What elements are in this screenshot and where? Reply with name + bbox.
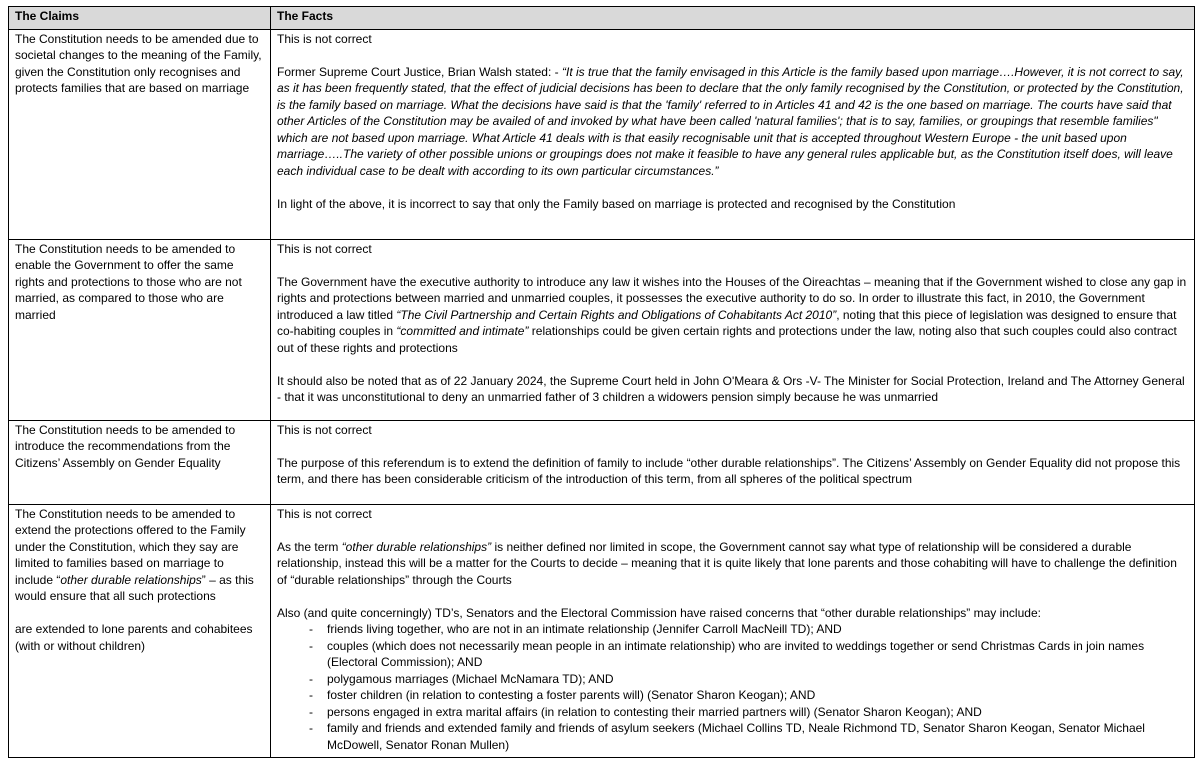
claim-text-part: The Constitution needs to be amended to extend the protections offered to the Family under the Constitution, which they say are limited to families based on marriage to include “ [15, 506, 246, 587]
claim-text [15, 506, 264, 605]
claim-cell [9, 420, 271, 504]
verdict-text: This is not correct [277, 506, 372, 521]
claim-text: The Constitution needs to be amended to introduce the recommendations from the Citizens’ Assembly on Gender Equality [15, 422, 236, 470]
header-claims: The Claims [9, 7, 271, 30]
list-item: - foster children (in relation to contesting a foster parents will) (Senator Sharon Keogan); AND [309, 687, 1188, 704]
fact-text: As the term [277, 539, 342, 554]
verdict-text: This is not correct [277, 31, 372, 46]
conclusion-text: In light of the above, it is incorrect to say that only the Family based on marriage is protected and recognised by the Constitution [277, 196, 956, 211]
quote-intro: Former Supreme Court Justice, Brian Walsh stated: - [277, 64, 562, 79]
verdict-text: This is not correct [277, 241, 372, 256]
quote-text: “It is true that the family envisaged in this Article is the family based upon marriage….However, it is not correct to say, as it has been frequently stated, that the effect of judicial decisions has been to declare that the only family recognised by the Constitution, or protected by the Constitution, is the family based on marriage. What the decisions have said is that the 'family' referred to in Articles 41 and 42 is the one based on marriage. The courts have said that other Articles of the Constitution may be availed of and invoked by what have been called 'natural families'; that is to say, families, or groupings that resemble families" which are not based upon marriage. What Article 41 deals with is that easily recognisable unit that is accepted throughout Western Europe - the unit based upon marriage…..The variety of other possible unions or groupings does not make it feasible to have any general rules applicable but, as the Constitution itself does, will leave each individual case to be dealt with according to its own particular circumstances.” [277, 64, 1184, 178]
fact-cell [271, 29, 1195, 239]
fact-paragraph: It should also be noted that as of 22 January 2024, the Supreme Court held in John O'Meara & Ors -V- The Minister for Social Protection, Ireland and The Attorney General - that it was unconstitutional to deny an unmarried father of 3 children a widowers pension simply because he was unmarried [277, 373, 1185, 404]
quoted-term: “committed and intimate” [396, 324, 529, 338]
list-item: - polygamous marriages (Michael McNamara TD); AND [309, 671, 1188, 688]
fact-text: The Government have the executive authority to introduce any law it wishes into the Houses of the Oireachtas – meaning that if the Government wished to close any gap in rights and protections between married and unmarried couples, it possesses the executive authority to do so. In order to illustrate this fact, in 2010, the Government introduced a law titled [277, 274, 1187, 322]
table-header-row [9, 7, 1195, 30]
act-title: “The Civil Partnership and Certain Rights and Obligations of Cohabitants Act 2010” [396, 307, 837, 322]
table-row [9, 420, 1195, 504]
claim-text-continued: are extended to lone parents and cohabitees (with or without children) [15, 622, 253, 653]
header-facts: The Facts [271, 7, 1195, 30]
fact-cell [271, 239, 1195, 420]
table-row [9, 504, 1195, 758]
claim-cell [9, 29, 271, 239]
list-item: - friends living together, who are not in an intimate relationship (Jennifer Carroll MacNeill TD); AND [309, 621, 1188, 638]
fact-cell [271, 504, 1195, 758]
claims-facts-table [8, 6, 1195, 758]
claim-text: The Constitution needs to be amended due to societal changes to the meaning of the Family, given the Constitution only recognises and protects families that are based on marriage [15, 31, 262, 95]
quoted-term: “other durable relationships” [341, 539, 492, 554]
claim-text-part: ” – as this would ensure that all such protections [15, 572, 254, 603]
fact-paragraph [277, 539, 1188, 589]
list-item: - couples (which does not necessarily mean people in an intimate relationship) who are invited to weddings together or send Christmas Cards in join names (Electoral Commission); AND [309, 638, 1188, 671]
fact-paragraph: Also (and quite concerningly) TD’s, Senators and the Electoral Commission have raised concerns that “other durable relationships” may include: [277, 605, 1041, 620]
fact-text: is neither defined nor limited in scope, the Government cannot say what type of relationship will be considered a durable relationship, instead this will be a matter for the Courts to decide – meaning that it is quite likely that lone parents and those cohabiting will have to challenge the definition of “durable relationships” through the Courts [277, 539, 1177, 587]
table-row [9, 29, 1195, 239]
concerns-list [277, 621, 1188, 753]
list-item: - persons engaged in extra marital affairs (in relation to contesting their married partners will) (Senator Sharon Keogan); AND [309, 704, 1188, 721]
claim-text: The Constitution needs to be amended to enable the Government to offer the same rights and protections to those who are not married, as compared to those who are married [15, 241, 242, 322]
table-row [9, 239, 1195, 420]
quoted-term: other durable relationships [60, 572, 202, 587]
list-item: - family and friends and extended family and friends of asylum seekers (Michael Collins TD, Neale Richmond TD, Senator Sharon Keogan, Senator Michael McDowell, Senator Ronan Mullen) [309, 720, 1188, 753]
claim-cell [9, 239, 271, 420]
fact-text: relationships could be given certain rights and protections under the law, noting also that such couples could also contract out of these rights and protections [277, 324, 1177, 355]
fact-paragraph [277, 274, 1188, 357]
fact-cell [271, 420, 1195, 504]
verdict-text: This is not correct [277, 422, 372, 437]
fact-paragraph [277, 64, 1188, 180]
claim-cell [9, 504, 271, 758]
fact-paragraph: The purpose of this referendum is to extend the definition of family to include “other durable relationships”. The Citizens’ Assembly on Gender Equality did not propose this term, and there has been considerable criticism of the introduction of this term, from all spheres of the political spectrum [277, 455, 1181, 486]
fact-text: , noting that this piece of legislation was designed to ensure that co-habiting couples in [277, 307, 1177, 338]
